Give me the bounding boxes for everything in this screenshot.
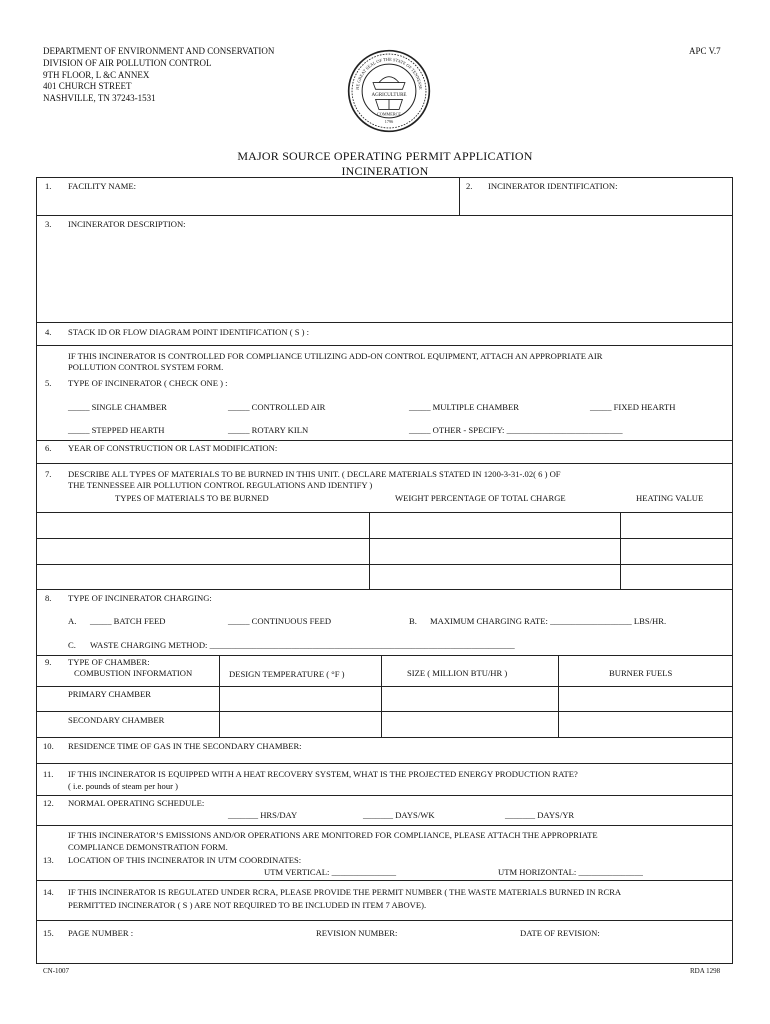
item-letter: A. (68, 616, 77, 626)
operating-schedule-label: NORMAL OPERATING SCHEDULE: (68, 798, 205, 808)
revision-number-label: REVISION NUMBER: (316, 928, 398, 938)
materials-label: DESCRIBE ALL TYPES OF MATERIALS TO BE BURNED IN THIS UNIT. ( DECLARE MATERIALS STATED IN 1200-3-31-.02( 6 ) OF (68, 469, 561, 479)
waste-charging-method-field[interactable]: WASTE CHARGING METHOD: _______________________________________________________________________ (90, 640, 515, 650)
control-note: POLLUTION CONTROL SYSTEM FORM. (68, 362, 224, 372)
column-header-heating: HEATING VALUE (636, 493, 704, 503)
item-number: 9. (45, 657, 52, 667)
item-letter: B. (409, 616, 417, 626)
item-letter: C. (68, 640, 76, 650)
item-number: 12. (43, 798, 54, 808)
page-subtitle: INCINERATION (341, 164, 429, 178)
option-fixed-hearth[interactable]: _____ FIXED HEARTH (590, 402, 676, 412)
agency-line: DIVISION OF AIR POLLUTION CONTROL (43, 57, 212, 68)
control-note: IF THIS INCINERATOR IS CONTROLLED FOR COMPLIANCE UTILIZING ADD-ON CONTROL EQUIPMENT, ATTACH AN APPROPRIATE AIR (68, 351, 603, 361)
agency-line: 9TH FLOOR, L &C ANNEX (43, 69, 150, 80)
agency-line: NASHVILLE, TN 37243-1531 (43, 93, 156, 104)
option-continuous-feed[interactable]: _____ CONTINUOUS FEED (228, 616, 332, 626)
page-title: MAJOR SOURCE OPERATING PERMIT APPLICATION (237, 149, 533, 163)
emissions-note: COMPLIANCE DEMONSTRATION FORM. (68, 842, 228, 852)
facility-name-label: FACILITY NAME: (68, 181, 137, 191)
item-number: 14. (43, 887, 54, 897)
option-multiple-chamber[interactable]: _____ MULTIPLE CHAMBER (409, 402, 519, 412)
column-header-burner-fuels: BURNER FUELS (609, 668, 673, 678)
utm-vertical-field[interactable]: UTM VERTICAL: _______________ (264, 867, 397, 877)
residence-time-label: RESIDENCE TIME OF GAS IN THE SECONDARY CHAMBER: (68, 741, 302, 751)
option-single-chamber[interactable]: _____ SINGLE CHAMBER (68, 402, 167, 412)
item-number: 7. (45, 469, 52, 479)
item-number: 13. (43, 855, 54, 865)
incinerator-id-label: INCINERATOR IDENTIFICATION: (488, 181, 618, 191)
emissions-note: IF THIS INCINERATOR’S EMISSIONS AND/OR OPERATIONS ARE MONITORED FOR COMPLIANCE, PLEASE ATTACH THE APPROPRIATE (68, 830, 598, 840)
item-number: 5. (45, 378, 52, 388)
stack-id-label: STACK ID OR FLOW DIAGRAM POINT IDENTIFICATION ( S ) : (68, 327, 310, 337)
heat-recovery-label: IF THIS INCINERATOR IS EQUIPPED WITH A HEAT RECOVERY SYSTEM, WHAT IS THE PROJECTED ENERGY PRODUCTION RATE? (68, 769, 578, 779)
type-charging-label: TYPE OF INCINERATOR CHARGING: (68, 593, 212, 603)
item-number: 11. (43, 769, 54, 779)
date-revision-label: DATE OF REVISION: (520, 928, 600, 938)
option-stepped-hearth[interactable]: _____ STEPPED HEARTH (68, 425, 165, 435)
seal-agriculture-text: AGRICULTURE (371, 93, 407, 99)
agency-line: 401 CHURCH STREET (43, 81, 132, 92)
year-construction-label: YEAR OF CONSTRUCTION OR LAST MODIFICATION: (68, 443, 278, 453)
days-per-week-field[interactable]: _______ DAYS/WK (363, 810, 435, 820)
utm-horizontal-field[interactable]: UTM HORIZONTAL: _______________ (498, 867, 643, 877)
item-number: 10. (43, 741, 54, 751)
item-number: 6. (45, 443, 52, 453)
item-number: 8. (45, 593, 52, 603)
column-header-weight: WEIGHT PERCENTAGE OF TOTAL CHARGE (395, 493, 566, 503)
item-number: 2. (466, 181, 473, 191)
column-header-design-temp: DESIGN TEMPERATURE ( °F ) (229, 669, 345, 679)
item-number: 4. (45, 327, 52, 337)
item-number: 1. (45, 181, 52, 191)
form-code: APC V.7 (689, 46, 721, 56)
option-rotary-kiln[interactable]: _____ ROTARY KILN (228, 425, 309, 435)
hrs-per-day-field[interactable]: _______ HRS/DAY (228, 810, 298, 820)
secondary-chamber-label: SECONDARY CHAMBER (68, 715, 165, 725)
page-number-label: PAGE NUMBER : (68, 928, 134, 938)
days-per-year-field[interactable]: _______ DAYS/YR (505, 810, 575, 820)
column-header-size: SIZE ( MILLION BTU/HR ) (407, 668, 508, 678)
rcra-label: PERMITTED INCINERATOR ( S ) ARE NOT REQUIRED TO BE INCLUDED IN ITEM 7 ABOVE). (68, 900, 427, 910)
item-number: 15. (43, 928, 54, 938)
primary-chamber-label: PRIMARY CHAMBER (68, 689, 152, 699)
option-other-specify[interactable]: _____ OTHER - SPECIFY: ___________________________ (409, 425, 623, 435)
footer-revision-code: RDA 1298 (690, 967, 721, 975)
utm-location-label: LOCATION OF THIS INCINERATOR IN UTM COORDINATES: (68, 855, 302, 865)
option-controlled-air[interactable]: _____ CONTROLLED AIR (228, 402, 326, 412)
heat-recovery-label: ( i.e. pounds of steam per hour ) (68, 781, 179, 791)
seal-commerce-text: COMMERCE (377, 111, 401, 117)
max-charging-rate-field[interactable]: MAXIMUM CHARGING RATE: ___________________ LBS/HR. (430, 616, 667, 626)
column-header-combustion: COMBUSTION INFORMATION (74, 668, 193, 678)
seal-top-text: HE GREAT SEAL OF THE STATE OF TENNESSE (354, 56, 424, 90)
materials-label: THE TENNESSEE AIR POLLUTION CONTROL REGULATIONS AND IDENTIFY ) (68, 480, 373, 490)
option-batch-feed[interactable]: _____ BATCH FEED (90, 616, 166, 626)
item-number: 3. (45, 219, 52, 229)
incinerator-description-label: INCINERATOR DESCRIPTION: (68, 219, 186, 229)
seal-year-text: 1796 (384, 118, 394, 124)
footer-form-number: CN-1007 (43, 967, 70, 975)
column-header-types: TYPES OF MATERIALS TO BE BURNED (115, 493, 269, 503)
type-chamber-label: TYPE OF CHAMBER: (68, 657, 150, 667)
agency-line: DEPARTMENT OF ENVIRONMENT AND CONSERVATION (43, 46, 275, 56)
type-incinerator-label: TYPE OF INCINERATOR ( CHECK ONE ) : (68, 378, 228, 388)
state-seal-icon (347, 49, 431, 133)
agency-address (43, 46, 274, 105)
rcra-label: IF THIS INCINERATOR IS REGULATED UNDER RCRA, PLEASE PROVIDE THE PERMIT NUMBER ( THE WASTE MATERIALS BURNED IN RCRA (68, 887, 622, 897)
